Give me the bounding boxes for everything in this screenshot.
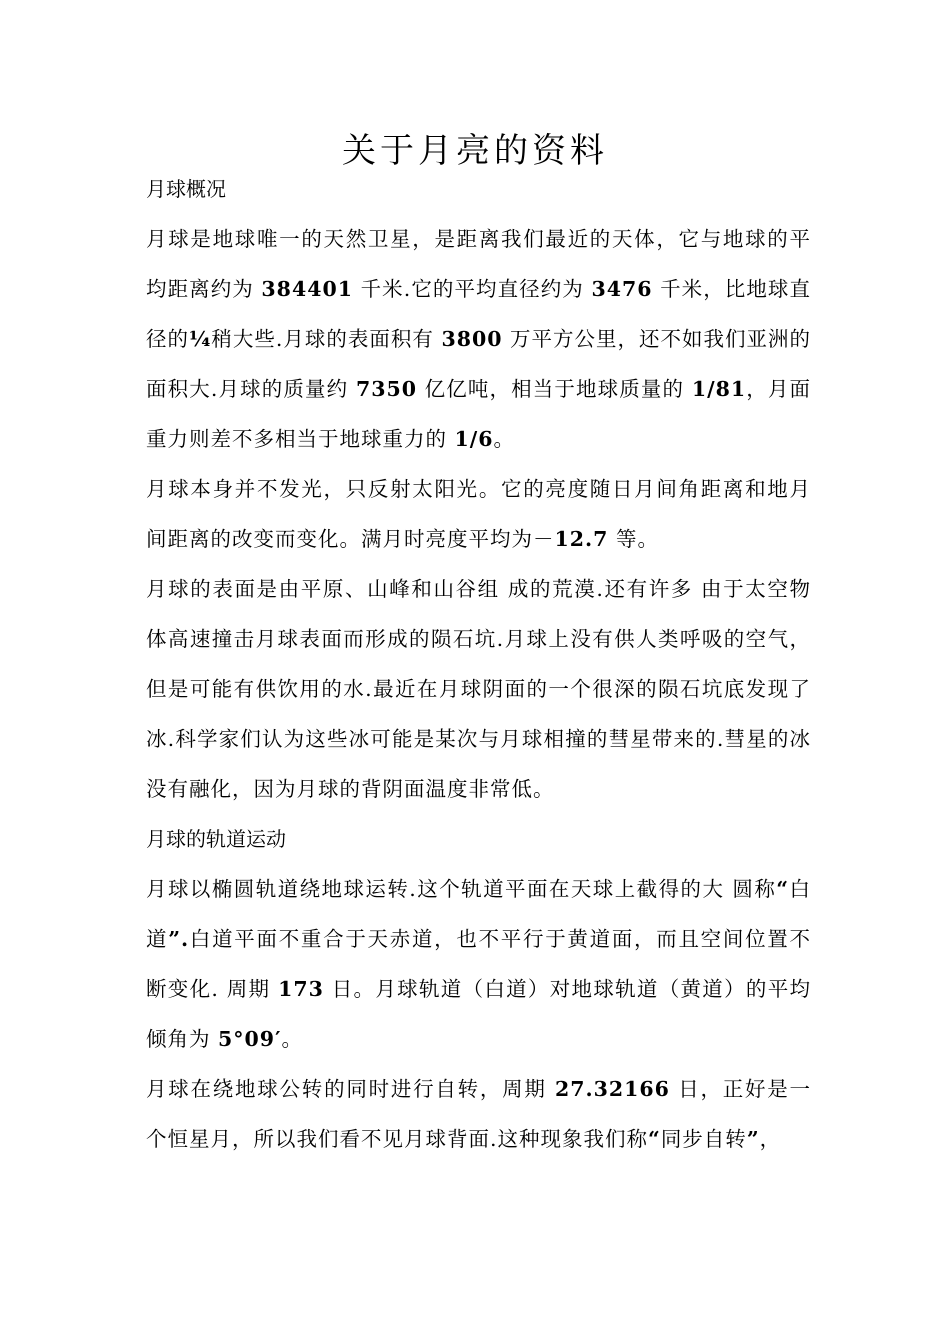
page-title: 关于月亮的资料 bbox=[342, 130, 608, 171]
text-run: 月球以椭圆轨道绕地球运转.这个轨道平面在天球上截得的大 圆称 bbox=[146, 877, 777, 901]
document-body bbox=[146, 164, 811, 1164]
text-run: 千米.它的平均直径约为 bbox=[353, 277, 592, 301]
quote-open: “ bbox=[776, 877, 790, 901]
text-run: 千米，比地球直径的 bbox=[146, 277, 811, 351]
paragraph-surface: 月球的表面是由平原、山峰和山谷组 成的荒漠.还有许多 由于太空物体高速撞击月球表面而形成的陨石坑.月球上没有供人类呼吸的空气，但是可能有供饮用的水.最近在月球阴面的一个很深的陨石坑底发现了冰.科学家们认为这些冰可能是某次与月球相撞的彗星带来的.彗星的冰没有融化，因为月球的背阴面温度非常低。 bbox=[146, 577, 811, 801]
text-run: 月球本身并不发光，只反射太阳光。它的亮度随日月间角距离和地月间距离的改变而变化。满月时亮度平均为－ bbox=[146, 477, 811, 551]
quote-open: “ bbox=[648, 1127, 661, 1151]
paragraph-orbit bbox=[146, 864, 811, 1064]
paragraph-brightness bbox=[146, 464, 811, 564]
number-surface-area: 3800 bbox=[441, 327, 503, 351]
text-run: ， bbox=[759, 1127, 782, 1151]
number-diameter: 3476 bbox=[591, 277, 653, 301]
quote-close: ” bbox=[746, 1127, 760, 1151]
number-magnitude: 12.7 bbox=[554, 527, 609, 551]
text-run: 稍大些.月球的表面积有 bbox=[211, 327, 442, 351]
text-run: 。 bbox=[281, 1027, 303, 1051]
text-run: 日。月球轨道（白道）对地球轨道（黄道）的平均倾角为 bbox=[146, 977, 811, 1051]
text-run: 亿亿吨，相当于地球质量的 bbox=[417, 377, 692, 401]
number-inclination: 5°09′ bbox=[218, 1027, 282, 1051]
number-mass-ratio: 1/81 bbox=[691, 377, 747, 401]
section-heading-overview: 月球概况 bbox=[146, 177, 226, 201]
number-gravity-ratio: 1/6 bbox=[454, 427, 494, 451]
text-run: 。 bbox=[493, 427, 516, 451]
text-run: 等。 bbox=[608, 527, 659, 551]
number-rotation-period: 27.32166 bbox=[554, 1077, 670, 1101]
text-run: 月球是地球唯一的天然卫星，是距离我们最近的天体，它与地球的平均距离约为 bbox=[146, 227, 811, 301]
text-run: 白道平面不重合于天赤道，也不平行于黄道面，而且空间位置不断变化. 周期 bbox=[146, 927, 812, 1001]
text-run: 白道 bbox=[146, 877, 812, 951]
text-run: 月球在绕地球公转的同时进行自转，周期 bbox=[146, 1077, 555, 1101]
text-run: ，月面重力则差不多相当于地球重力的 bbox=[146, 377, 811, 451]
paragraph-rotation bbox=[146, 1064, 811, 1164]
number-mass: 7350 bbox=[355, 377, 417, 401]
number-quarter: ¼ bbox=[189, 327, 212, 351]
paragraph-overview bbox=[146, 214, 811, 464]
text-run: 日，正好是一个恒星月，所以我们看不见月球背面.这种现象我们称 bbox=[146, 1077, 811, 1151]
number-period: 173 bbox=[278, 977, 324, 1001]
number-distance: 384401 bbox=[261, 277, 354, 301]
section-heading-orbit: 月球的轨道运动 bbox=[146, 827, 286, 851]
text-run: 同步自转 bbox=[660, 1127, 747, 1151]
text-run: 万平方公里，还不如我们亚洲的面积大.月球的质量约 bbox=[146, 327, 812, 401]
quote-close: ”. bbox=[168, 927, 190, 951]
